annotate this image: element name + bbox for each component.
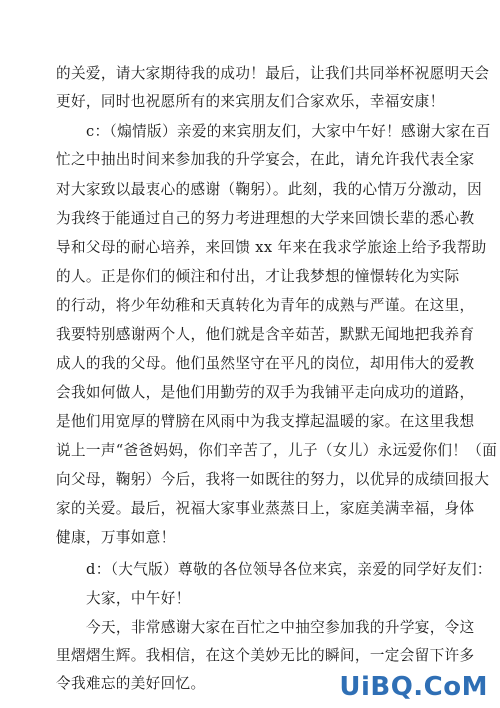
text-line: 成人的我的父母。他们虽然坚守在平凡的岗位，却用伟大的爱教 bbox=[56, 355, 475, 372]
text-line: 令我难忘的美好回忆。 bbox=[56, 675, 206, 692]
paragraph-c-heading: c：（煽情版）亲爱的来宾朋友们，大家中午好！感谢大家在百 bbox=[86, 123, 491, 140]
text-line: 今天，非常感谢大家在百忙之中抽空参加我的升学宴，令这 bbox=[86, 619, 475, 636]
text-line: 向父母，鞠躬）今后，我将一如既往的努力，以优异的成绩回报大 bbox=[56, 471, 490, 488]
text-line: 我要特别感谢两个人，他们就是含辛茹苦，默默无闻地把我养育 bbox=[56, 326, 475, 343]
text-line: 忙之中抽出时间来参加我的升学宴会，在此，请允许我代表全家 bbox=[56, 151, 475, 168]
text-line: 更好，同时也祝愿所有的来宾朋友们合家欢乐，幸福安康！ bbox=[56, 93, 445, 110]
text-line: 为我终于能通过自己的努力考进理想的大学来回馈长辈的悉心教 bbox=[56, 210, 475, 227]
text-line: 家的关爱。最后，祝福大家事业蒸蒸日上，家庭美满幸福，身体 bbox=[56, 500, 475, 517]
text-line: 对大家致以最衷心的感谢（鞠躬）。此刻，我的心情万分激动，因 bbox=[56, 181, 483, 198]
site-watermark-logo: UiBQ.CoM bbox=[339, 672, 488, 702]
greeting-line: 大家，中午好！ bbox=[86, 590, 191, 607]
text-line: 的关爱，请大家期待我的成功！最后，让我们共同举杯祝愿明天会 bbox=[56, 65, 490, 82]
text-line: 会我如何做人，是他们用勤劳的双手为我铺平走向成功的道路， bbox=[56, 384, 475, 401]
text-line: 是他们用宽厚的臂膀在风雨中为我支撑起温暖的家。在这里我想 bbox=[56, 413, 475, 430]
text-line: 健康，万事如意！ bbox=[56, 529, 176, 546]
text-line: 的人。正是你们的倾注和付出，才让我梦想的憧憬转化为实际 bbox=[56, 268, 460, 285]
text-line: 导和父母的耐心培养，来回馈 xx 年来在我求学旅途上给予我帮助 bbox=[56, 239, 487, 256]
text-line: 的行动，将少年幼稚和天真转化为青年的成熟与严谨。在这里， bbox=[56, 297, 475, 314]
text-line: 里熠熠生辉。我相信，在这个美妙无比的瞬间，一定会留下许多 bbox=[56, 647, 475, 664]
text-line: 说上一声“爸爸妈妈，你们辛苦了，儿子（女儿）永远爱你们！（面 bbox=[56, 442, 498, 459]
paragraph-d-heading: d：（大气版）尊敬的各位领导各位来宾，亲爱的同学好友们： bbox=[86, 561, 492, 578]
